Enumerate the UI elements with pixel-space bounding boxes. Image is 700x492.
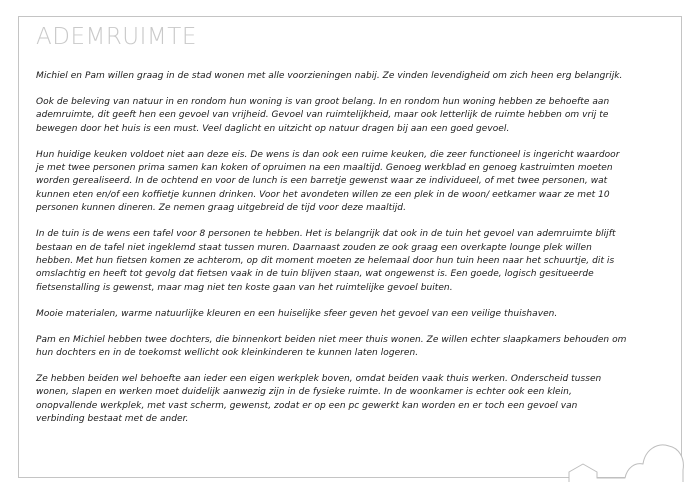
paragraph-3: Hun huidige keuken voldoet niet aan deze eis. De wens is dan ook een ruime keuken, die zeer functioneel is ingericht waardoor je met twee personen prima samen kan koken of opruimen na een maaltijd. Genoeg werkblad en genoeg kastruimten moeten worden gerealiseerd. In de ochtend en voor de lunch is een barretje gewenst waar ze individueel, of met twee personen, wat kunnen eten en/of een koffietje kunnen drinken. Voor het avondeten willen ze een plek in de woon/ eetkamer waar ze met 10 personen kunnen dineren. Ze nemen graag uitgebreid de tijd voor deze maaltijd. xyxy=(36,149,620,214)
paragraph-7: Ze hebben beiden wel behoefte aan ieder een eigen werkplek boven, omdat beiden vaak thuis werken. Onderscheid tussen wonen, slapen en werken moet duidelijk aanwezig zijn in de fysieke ruimte. In de woonkamer is echter ook een klein, onopvallende werkplek, met vast scherm, gewenst, zodat er op een pc gewerkt kan worden en er toch een gevoel van verbinding bestaat met de ander. xyxy=(36,373,602,425)
paragraph-2: Ook de beleving van natuur in en rondom hun woning is van groot belang. In en rondom hun woning hebben ze behoefte aan ademruimte, dit geeft hen een gevoel van vrijheid. Gevoel van ruimtelijkheid, maar ook letterlijk de ruimte hebben om vrij te bewegen door het huis is een must. Veel daglicht en uitzicht op natuur dragen bij aan een goed gevoel. xyxy=(36,96,610,134)
paragraph-1: Michiel en Pam willen graag in de stad wonen met alle voorzieningen nabij. Ze vinden levendigheid om zich heen erg belangrijk. xyxy=(36,71,623,81)
page-title: ADEMRUIMTE xyxy=(36,24,197,50)
paragraph-6: Pam en Michiel hebben twee dochters, die binnenkort beiden niet meer thuis wonen. Ze willen echter slaapkamers behouden om hun dochters en in de toekomst wellicht ook kleinkinderen te kunnen laten logeren. xyxy=(36,334,627,358)
paragraph-5: Mooie materialen, warme natuurlijke kleuren en een huiselijke sfeer geven het gevoel van een veilige thuishaven. xyxy=(36,308,558,319)
paragraph-4: In de tuin is de wens een tafel voor 8 personen te hebben. Het is belangrijk dat ook in de tuin het gevoel van ademruimte blijft bestaan en de tafel niet ingeklemd staat tussen muren. Daarnaast zouden ze ook graag een overkapte lounge plek willen hebben. Met hun fietsen komen ze achterom, op dit moment moeten ze helemaal door hun tuin heen naar het schuurtje, dit is omslachtig en heeft tot gevolg dat fietsen vaak in de tuin blijven staan, wat ongewenst is. Een goede, logisch gesitueerde fietsenstalling is gewenst, maar mag niet ten koste gaan van het ruimtelijke gevoel buiten. xyxy=(36,229,616,293)
house-cloud-outline-icon xyxy=(565,420,690,490)
body-text xyxy=(36,70,628,439)
